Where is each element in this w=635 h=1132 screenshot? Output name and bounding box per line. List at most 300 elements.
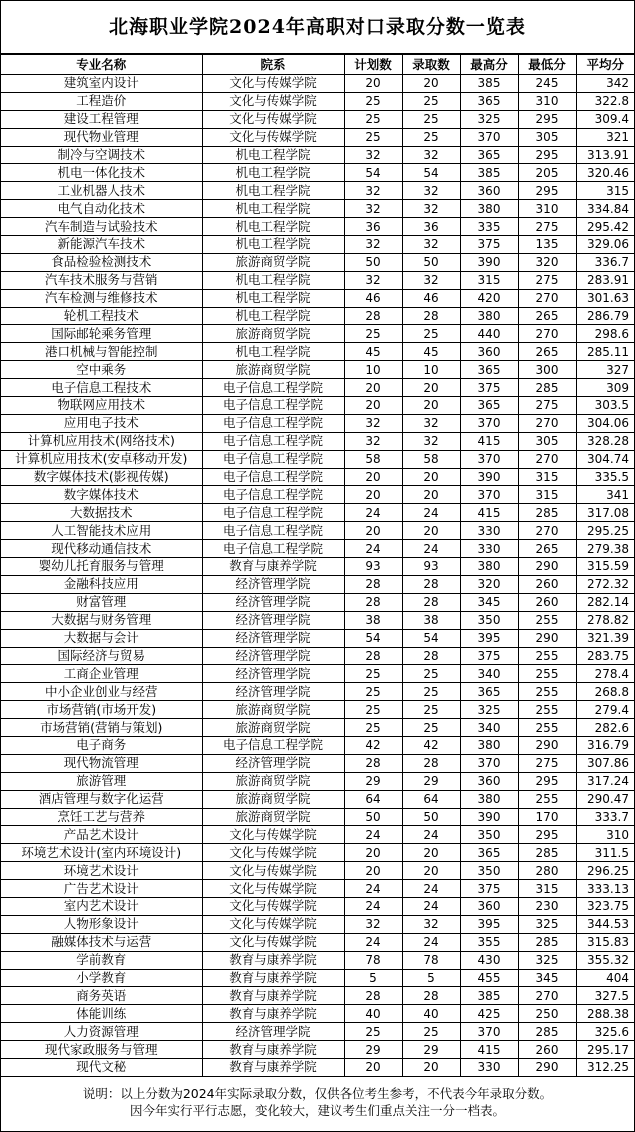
table-row <box>1 844 634 862</box>
plan-count-cell: 64 <box>344 790 402 808</box>
max-score-cell: 375 <box>460 647 518 665</box>
header-max-score: 最高分 <box>460 55 518 75</box>
admitted-count-cell: 24 <box>402 897 460 915</box>
min-score-cell: 325 <box>518 915 576 933</box>
table-row <box>1 665 634 683</box>
table-row <box>1 325 634 343</box>
plan-count-cell: 24 <box>344 933 402 951</box>
admitted-count-cell: 25 <box>402 665 460 683</box>
major-cell: 现代物业管理 <box>1 128 202 146</box>
max-score-cell: 360 <box>460 772 518 790</box>
admitted-count-cell: 32 <box>402 182 460 200</box>
max-score-cell: 325 <box>460 110 518 128</box>
plan-count-cell: 20 <box>344 522 402 540</box>
admitted-count-cell: 25 <box>402 128 460 146</box>
department-cell: 经济管理学院 <box>202 647 344 665</box>
table-row <box>1 271 634 289</box>
major-cell: 学前教育 <box>1 951 202 969</box>
table-row <box>1 987 634 1005</box>
department-cell: 电子信息工程学院 <box>202 504 344 522</box>
footnote-line-1: 说明：以上分数为2024年实际录取分数，仅供各位考生参考，不代表今年录取分数。 <box>82 1085 553 1101</box>
max-score-cell: 380 <box>460 200 518 218</box>
admitted-count-cell: 32 <box>402 146 460 164</box>
max-score-cell: 370 <box>460 128 518 146</box>
avg-score-cell: 268.8 <box>576 683 634 701</box>
max-score-cell: 370 <box>460 486 518 504</box>
major-cell: 环境艺术设计 <box>1 862 202 880</box>
department-cell: 文化与传媒学院 <box>202 92 344 110</box>
admitted-count-cell: 32 <box>402 200 460 218</box>
admitted-count-cell: 25 <box>402 325 460 343</box>
avg-score-cell: 333.13 <box>576 880 634 898</box>
table-row <box>1 683 634 701</box>
major-cell: 工程造价 <box>1 92 202 110</box>
plan-count-cell: 25 <box>344 665 402 683</box>
department-cell: 机电工程学院 <box>202 218 344 236</box>
min-score-cell: 255 <box>518 683 576 701</box>
plan-count-cell: 28 <box>344 647 402 665</box>
plan-count-cell: 28 <box>344 593 402 611</box>
admitted-count-cell: 64 <box>402 790 460 808</box>
major-cell: 机电一体化技术 <box>1 164 202 182</box>
major-cell: 国际邮轮乘务管理 <box>1 325 202 343</box>
department-cell: 经济管理学院 <box>202 754 344 772</box>
table-row <box>1 951 634 969</box>
department-cell: 教育与康养学院 <box>202 1041 344 1059</box>
department-cell: 机电工程学院 <box>202 289 344 307</box>
max-score-cell: 335 <box>460 218 518 236</box>
footnote <box>1 1077 634 1119</box>
plan-count-cell: 25 <box>344 110 402 128</box>
major-cell: 物联网应用技术 <box>1 397 202 415</box>
avg-score-cell: 283.75 <box>576 647 634 665</box>
max-score-cell: 325 <box>460 701 518 719</box>
major-cell: 市场营销(营销与策划) <box>1 719 202 737</box>
table-row <box>1 504 634 522</box>
plan-count-cell: 20 <box>344 844 402 862</box>
min-score-cell: 270 <box>518 414 576 432</box>
avg-score-cell: 316.79 <box>576 736 634 754</box>
table-row <box>1 307 634 325</box>
max-score-cell: 440 <box>460 325 518 343</box>
max-score-cell: 415 <box>460 432 518 450</box>
department-cell: 机电工程学院 <box>202 164 344 182</box>
department-cell: 文化与传媒学院 <box>202 844 344 862</box>
avg-score-cell: 336.7 <box>576 253 634 271</box>
major-cell: 空中乘务 <box>1 361 202 379</box>
admitted-count-cell: 46 <box>402 289 460 307</box>
min-score-cell: 255 <box>518 647 576 665</box>
major-cell: 人工智能技术应用 <box>1 522 202 540</box>
major-cell: 数字媒体技术 <box>1 486 202 504</box>
major-cell: 国际经济与贸易 <box>1 647 202 665</box>
table-row <box>1 915 634 933</box>
avg-score-cell: 320.46 <box>576 164 634 182</box>
table-row <box>1 164 634 182</box>
admitted-count-cell: 25 <box>402 683 460 701</box>
min-score-cell: 280 <box>518 862 576 880</box>
header-min-score: 最低分 <box>518 55 576 75</box>
table-row <box>1 701 634 719</box>
avg-score-cell: 279.4 <box>576 701 634 719</box>
department-cell: 文化与传媒学院 <box>202 933 344 951</box>
min-score-cell: 275 <box>518 218 576 236</box>
admitted-count-cell: 28 <box>402 593 460 611</box>
department-cell: 电子信息工程学院 <box>202 736 344 754</box>
admitted-count-cell: 54 <box>402 164 460 182</box>
min-score-cell: 285 <box>518 844 576 862</box>
avg-score-cell: 283.91 <box>576 271 634 289</box>
avg-score-cell: 304.06 <box>576 414 634 432</box>
plan-count-cell: 20 <box>344 468 402 486</box>
max-score-cell: 360 <box>460 182 518 200</box>
max-score-cell: 370 <box>460 450 518 468</box>
department-cell: 经济管理学院 <box>202 611 344 629</box>
plan-count-cell: 32 <box>344 271 402 289</box>
plan-count-cell: 25 <box>344 701 402 719</box>
department-cell: 机电工程学院 <box>202 146 344 164</box>
max-score-cell: 350 <box>460 611 518 629</box>
department-cell: 电子信息工程学院 <box>202 522 344 540</box>
table-row <box>1 468 634 486</box>
major-cell: 商务英语 <box>1 987 202 1005</box>
table-row <box>1 772 634 790</box>
table-row <box>1 933 634 951</box>
department-cell: 机电工程学院 <box>202 236 344 254</box>
plan-count-cell: 28 <box>344 987 402 1005</box>
table-row <box>1 361 634 379</box>
max-score-cell: 385 <box>460 75 518 93</box>
max-score-cell: 345 <box>460 593 518 611</box>
min-score-cell: 265 <box>518 343 576 361</box>
major-cell: 应用电子技术 <box>1 414 202 432</box>
admitted-count-cell: 78 <box>402 951 460 969</box>
department-cell: 机电工程学院 <box>202 343 344 361</box>
plan-count-cell: 32 <box>344 915 402 933</box>
table-header-row <box>1 55 634 75</box>
min-score-cell: 295 <box>518 182 576 200</box>
major-cell: 大数据与财务管理 <box>1 611 202 629</box>
department-cell: 教育与康养学院 <box>202 987 344 1005</box>
department-cell: 旅游商贸学院 <box>202 253 344 271</box>
header-plan-count: 计划数 <box>344 55 402 75</box>
max-score-cell: 380 <box>460 558 518 576</box>
plan-count-cell: 40 <box>344 1005 402 1023</box>
major-cell: 计算机应用技术(安卓移动开发) <box>1 450 202 468</box>
admitted-count-cell: 29 <box>402 1041 460 1059</box>
admitted-count-cell: 93 <box>402 558 460 576</box>
plan-count-cell: 28 <box>344 575 402 593</box>
avg-score-cell: 304.74 <box>576 450 634 468</box>
avg-score-cell: 295.42 <box>576 218 634 236</box>
header-major: 专业名称 <box>1 55 202 75</box>
department-cell: 文化与传媒学院 <box>202 826 344 844</box>
avg-score-cell: 295.17 <box>576 1041 634 1059</box>
major-cell: 建筑室内设计 <box>1 75 202 93</box>
plan-count-cell: 50 <box>344 253 402 271</box>
page-title: 北海职业学院2024年高职对口录取分数一览表 <box>1 1 634 54</box>
plan-count-cell: 25 <box>344 92 402 110</box>
min-score-cell: 285 <box>518 1023 576 1041</box>
admitted-count-cell: 50 <box>402 808 460 826</box>
max-score-cell: 365 <box>460 92 518 110</box>
min-score-cell: 270 <box>518 289 576 307</box>
plan-count-cell: 78 <box>344 951 402 969</box>
max-score-cell: 320 <box>460 575 518 593</box>
avg-score-cell: 285.11 <box>576 343 634 361</box>
table-row <box>1 1041 634 1059</box>
avg-score-cell: 327 <box>576 361 634 379</box>
min-score-cell: 270 <box>518 450 576 468</box>
department-cell: 电子信息工程学院 <box>202 432 344 450</box>
avg-score-cell: 315.59 <box>576 558 634 576</box>
table-row <box>1 92 634 110</box>
min-score-cell: 205 <box>518 164 576 182</box>
footnote-line-2: 因今年实行平行志愿，变化较大，建议考生们重点关注一分一档表。 <box>129 1102 505 1118</box>
admitted-count-cell: 20 <box>402 522 460 540</box>
min-score-cell: 295 <box>518 146 576 164</box>
table-row <box>1 880 634 898</box>
admitted-count-cell: 20 <box>402 862 460 880</box>
major-cell: 广告艺术设计 <box>1 880 202 898</box>
max-score-cell: 390 <box>460 253 518 271</box>
major-cell: 人物形象设计 <box>1 915 202 933</box>
header-admitted-count: 录取数 <box>402 55 460 75</box>
admitted-count-cell: 10 <box>402 361 460 379</box>
plan-count-cell: 25 <box>344 1023 402 1041</box>
major-cell: 现代物流管理 <box>1 754 202 772</box>
major-cell: 中小企业创业与经营 <box>1 683 202 701</box>
min-score-cell: 290 <box>518 1058 576 1076</box>
min-score-cell: 260 <box>518 575 576 593</box>
avg-score-cell: 322.8 <box>576 92 634 110</box>
table-row <box>1 1023 634 1041</box>
table-row <box>1 719 634 737</box>
avg-score-cell: 290.47 <box>576 790 634 808</box>
min-score-cell: 310 <box>518 92 576 110</box>
min-score-cell: 285 <box>518 504 576 522</box>
table-row <box>1 343 634 361</box>
avg-score-cell: 321.39 <box>576 629 634 647</box>
max-score-cell: 360 <box>460 343 518 361</box>
table-row <box>1 397 634 415</box>
major-cell: 数字媒体技术(影视传媒) <box>1 468 202 486</box>
plan-count-cell: 5 <box>344 969 402 987</box>
avg-score-cell: 342 <box>576 75 634 93</box>
max-score-cell: 350 <box>460 826 518 844</box>
min-score-cell: 255 <box>518 790 576 808</box>
plan-count-cell: 20 <box>344 486 402 504</box>
admitted-count-cell: 24 <box>402 880 460 898</box>
table-row <box>1 450 634 468</box>
admitted-count-cell: 20 <box>402 844 460 862</box>
plan-count-cell: 58 <box>344 450 402 468</box>
major-cell: 建设工程管理 <box>1 110 202 128</box>
min-score-cell: 310 <box>518 200 576 218</box>
avg-score-cell: 315 <box>576 182 634 200</box>
major-cell: 产品艺术设计 <box>1 826 202 844</box>
department-cell: 电子信息工程学院 <box>202 379 344 397</box>
department-cell: 文化与传媒学院 <box>202 897 344 915</box>
admitted-count-cell: 58 <box>402 450 460 468</box>
avg-score-cell: 317.08 <box>576 504 634 522</box>
max-score-cell: 370 <box>460 414 518 432</box>
max-score-cell: 415 <box>460 1041 518 1059</box>
admitted-count-cell: 54 <box>402 629 460 647</box>
avg-score-cell: 404 <box>576 969 634 987</box>
plan-count-cell: 20 <box>344 397 402 415</box>
max-score-cell: 375 <box>460 236 518 254</box>
max-score-cell: 365 <box>460 146 518 164</box>
major-cell: 工业机器人技术 <box>1 182 202 200</box>
min-score-cell: 270 <box>518 522 576 540</box>
admitted-count-cell: 20 <box>402 397 460 415</box>
admitted-count-cell: 25 <box>402 92 460 110</box>
avg-score-cell: 272.32 <box>576 575 634 593</box>
plan-count-cell: 54 <box>344 629 402 647</box>
avg-score-cell: 341 <box>576 486 634 504</box>
admitted-count-cell: 24 <box>402 504 460 522</box>
admitted-count-cell: 40 <box>402 1005 460 1023</box>
min-score-cell: 290 <box>518 558 576 576</box>
plan-count-cell: 50 <box>344 808 402 826</box>
table-row <box>1 647 634 665</box>
plan-count-cell: 36 <box>344 218 402 236</box>
admitted-count-cell: 20 <box>402 1058 460 1076</box>
table-row <box>1 486 634 504</box>
major-cell: 汽车制造与试验技术 <box>1 218 202 236</box>
min-score-cell: 230 <box>518 897 576 915</box>
plan-count-cell: 20 <box>344 862 402 880</box>
table-row <box>1 540 634 558</box>
table-row <box>1 200 634 218</box>
major-cell: 融媒体技术与运营 <box>1 933 202 951</box>
plan-count-cell: 32 <box>344 236 402 254</box>
plan-count-cell: 28 <box>344 754 402 772</box>
admitted-count-cell: 28 <box>402 575 460 593</box>
table-row <box>1 593 634 611</box>
table-row <box>1 629 634 647</box>
table-row <box>1 969 634 987</box>
max-score-cell: 365 <box>460 844 518 862</box>
min-score-cell: 285 <box>518 379 576 397</box>
major-cell: 室内艺术设计 <box>1 897 202 915</box>
admitted-count-cell: 32 <box>402 432 460 450</box>
max-score-cell: 415 <box>460 504 518 522</box>
plan-count-cell: 20 <box>344 379 402 397</box>
min-score-cell: 255 <box>518 665 576 683</box>
plan-count-cell: 45 <box>344 343 402 361</box>
plan-count-cell: 20 <box>344 1058 402 1076</box>
table-row <box>1 611 634 629</box>
major-cell: 汽车技术服务与营销 <box>1 271 202 289</box>
plan-count-cell: 93 <box>344 558 402 576</box>
department-cell: 文化与传媒学院 <box>202 915 344 933</box>
max-score-cell: 370 <box>460 1023 518 1041</box>
avg-score-cell: 286.79 <box>576 307 634 325</box>
major-cell: 人力资源管理 <box>1 1023 202 1041</box>
department-cell: 教育与康养学院 <box>202 969 344 987</box>
avg-score-cell: 309 <box>576 379 634 397</box>
min-score-cell: 250 <box>518 1005 576 1023</box>
major-cell: 计算机应用技术(网络技术) <box>1 432 202 450</box>
admitted-count-cell: 45 <box>402 343 460 361</box>
avg-score-cell: 282.6 <box>576 719 634 737</box>
department-cell: 旅游商贸学院 <box>202 772 344 790</box>
min-score-cell: 290 <box>518 629 576 647</box>
table-row <box>1 218 634 236</box>
table-row <box>1 754 634 772</box>
min-score-cell: 315 <box>518 880 576 898</box>
admitted-count-cell: 28 <box>402 647 460 665</box>
plan-count-cell: 46 <box>344 289 402 307</box>
avg-score-cell: 309.4 <box>576 110 634 128</box>
min-score-cell: 255 <box>518 701 576 719</box>
department-cell: 文化与传媒学院 <box>202 128 344 146</box>
table-row <box>1 432 634 450</box>
max-score-cell: 340 <box>460 719 518 737</box>
avg-score-cell: 278.4 <box>576 665 634 683</box>
max-score-cell: 390 <box>460 468 518 486</box>
major-cell: 新能源汽车技术 <box>1 236 202 254</box>
avg-score-cell: 312.25 <box>576 1058 634 1076</box>
table-row <box>1 1058 634 1076</box>
max-score-cell: 360 <box>460 897 518 915</box>
table-row <box>1 253 634 271</box>
table-row <box>1 182 634 200</box>
plan-count-cell: 24 <box>344 540 402 558</box>
max-score-cell: 370 <box>460 754 518 772</box>
major-cell: 制冷与空调技术 <box>1 146 202 164</box>
admitted-count-cell: 25 <box>402 701 460 719</box>
admitted-count-cell: 32 <box>402 236 460 254</box>
header-department: 院系 <box>202 55 344 75</box>
min-score-cell: 260 <box>518 593 576 611</box>
department-cell: 电子信息工程学院 <box>202 397 344 415</box>
avg-score-cell: 327.5 <box>576 987 634 1005</box>
department-cell: 旅游商贸学院 <box>202 808 344 826</box>
table-row <box>1 1005 634 1023</box>
admitted-count-cell: 24 <box>402 826 460 844</box>
avg-score-cell: 310 <box>576 826 634 844</box>
min-score-cell: 245 <box>518 75 576 93</box>
department-cell: 旅游商贸学院 <box>202 719 344 737</box>
max-score-cell: 365 <box>460 361 518 379</box>
min-score-cell: 255 <box>518 611 576 629</box>
department-cell: 文化与传媒学院 <box>202 862 344 880</box>
min-score-cell: 315 <box>518 486 576 504</box>
avg-score-cell: 317.24 <box>576 772 634 790</box>
department-cell: 机电工程学院 <box>202 182 344 200</box>
table-row <box>1 522 634 540</box>
admitted-count-cell: 50 <box>402 253 460 271</box>
table-row <box>1 236 634 254</box>
major-cell: 现代移动通信技术 <box>1 540 202 558</box>
avg-score-cell: 335.5 <box>576 468 634 486</box>
avg-score-cell: 282.14 <box>576 593 634 611</box>
max-score-cell: 395 <box>460 629 518 647</box>
avg-score-cell: 278.82 <box>576 611 634 629</box>
department-cell: 电子信息工程学院 <box>202 486 344 504</box>
avg-score-cell: 313.91 <box>576 146 634 164</box>
major-cell: 大数据技术 <box>1 504 202 522</box>
max-score-cell: 430 <box>460 951 518 969</box>
department-cell: 机电工程学院 <box>202 200 344 218</box>
plan-count-cell: 32 <box>344 182 402 200</box>
avg-score-cell: 296.25 <box>576 862 634 880</box>
department-cell: 旅游商贸学院 <box>202 325 344 343</box>
min-score-cell: 325 <box>518 951 576 969</box>
